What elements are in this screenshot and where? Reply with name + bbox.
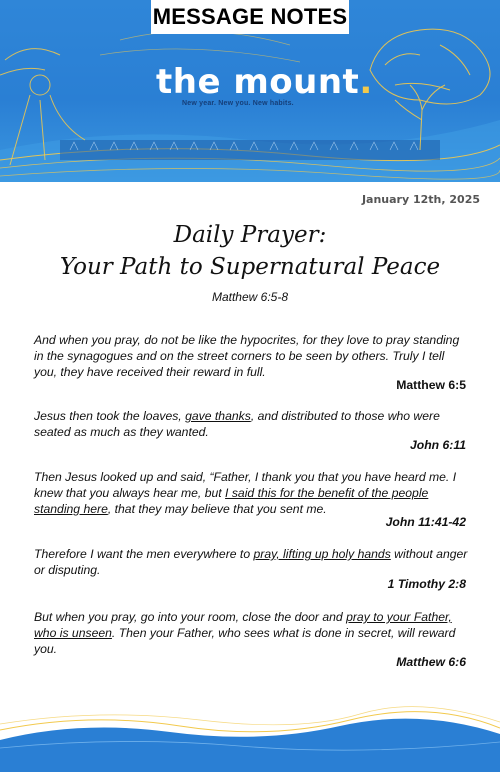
verse-text: , and distributed to those who were seated as much as they wanted. [34,409,440,439]
verse-1 [34,332,468,380]
underlined-phrase: pray, lifting up holy hands [253,547,391,561]
verse-text: , that they may believe that you sent me. [107,502,327,516]
footer-wave [0,700,500,772]
verse-5 [34,609,468,657]
verse-2-reference: John 6:11 [410,438,466,452]
underlined-phrase: gave thanks [185,409,251,423]
message-notes-text: MESSAGE NOTES [152,4,348,29]
tagline: New year. New you. New habits. [182,100,294,107]
title-line-2: Your Path to Supernatural Peace [59,254,441,280]
logo-dot: . [359,62,373,102]
title-line-1: Daily Prayer: [173,222,327,248]
verse-4-reference: 1 Timothy 2:8 [387,577,466,591]
verse-3-reference: John 11:41-42 [385,515,466,529]
verse-text: And when you pray, do not be like the hypocrites, for they love to pray standing in the synagogues and on the street corners to be seen by others. Truly I tell you, they have received their reward in full. [34,333,460,379]
verse-3 [34,469,468,517]
logo-text: the mount [156,62,360,102]
verse-5-reference: Matthew 6:6 [396,655,466,669]
verse-4 [34,546,468,578]
verse-2 [34,408,468,440]
verse-text: Then Jesus looked up and said, “Father, I thank you that you have heard me. I knew that you always hear me, but [34,470,457,500]
verse-text: without anger or disputing. [34,547,468,577]
underlined-phrase: pray to your Father, who is unseen [34,610,452,640]
the-mount-logo [156,62,373,102]
underlined-phrase: I said this for the benefit of the people standing here [34,486,429,516]
verse-text: Jesus then took the loaves, [34,409,186,423]
message-notes-label [151,0,349,34]
date: January 12th, 2025 [361,193,480,206]
verse-1-reference: Matthew 6:5 [396,378,466,392]
scripture-reference: Matthew 6:5-8 [211,290,289,304]
header-banner [0,0,500,182]
verse-text: Therefore I want the men everywhere to [34,547,254,561]
verse-text: But when you pray, go into your room, close the door and [34,610,347,624]
verse-text: . Then your Father, who sees what is done in secret, will reward you. [34,626,456,656]
